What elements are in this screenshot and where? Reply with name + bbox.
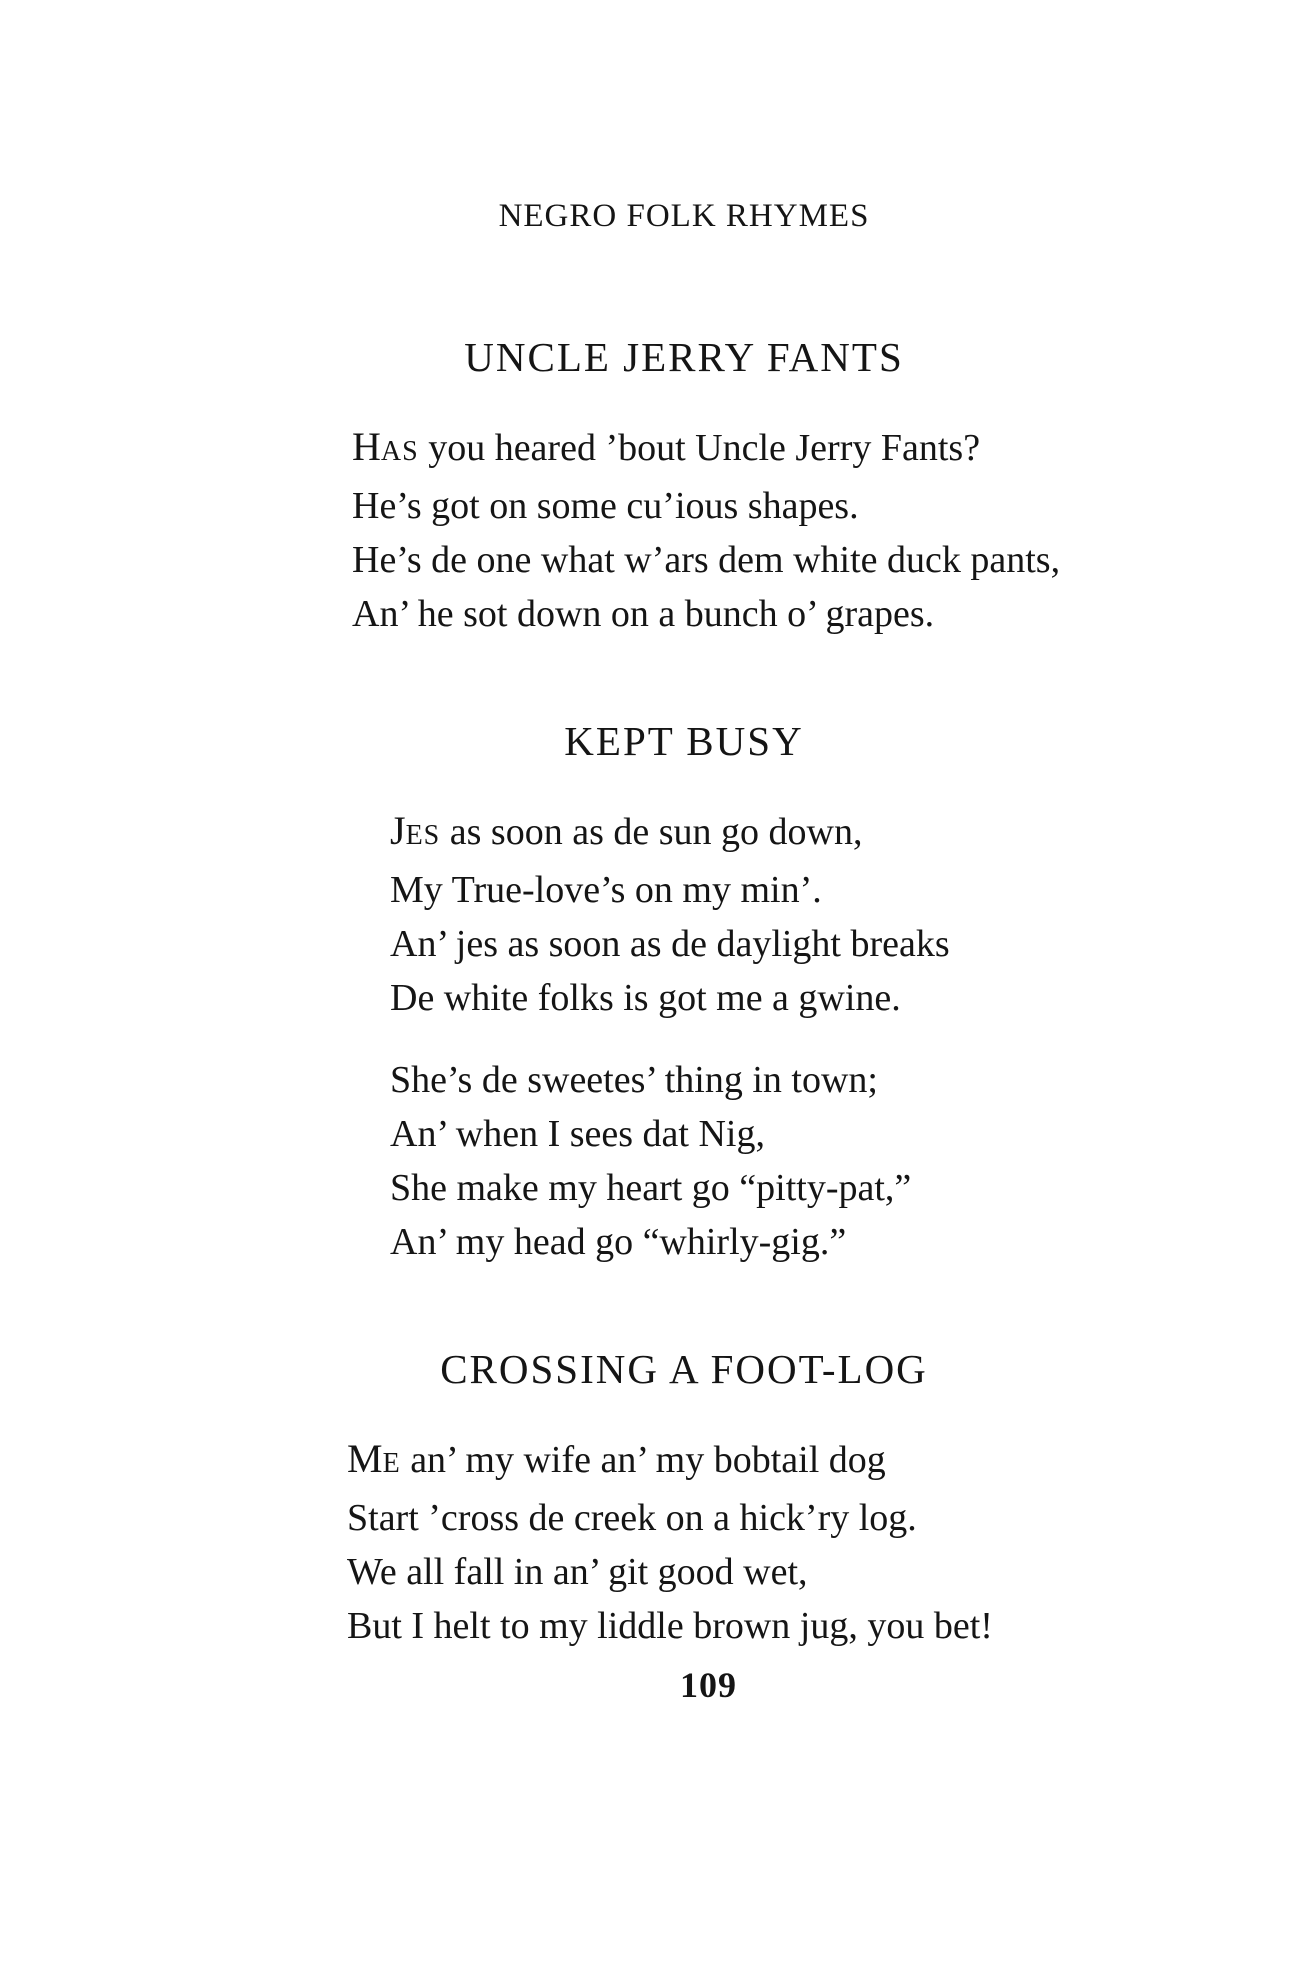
poem-line: An’ my head go “whirly-gig.” xyxy=(390,1221,847,1263)
poem-title: UNCLE JERRY FANTS xyxy=(464,334,904,380)
poem-line: My True-love’s on my min’. xyxy=(390,869,822,911)
poem-line: We all fall in an’ git good wet, xyxy=(347,1551,808,1593)
poem-line: De white folks is got me a gwine. xyxy=(390,977,901,1019)
poem-line: Start ’cross de creek on a hick’ry log. xyxy=(347,1497,917,1539)
poem-line: She’s de sweetes’ thing in town; xyxy=(390,1059,878,1101)
stanza xyxy=(352,420,1060,641)
poem-title: KEPT BUSY xyxy=(564,718,804,764)
poem-line: An’ he sot down on a bunch o’ grapes. xyxy=(352,593,935,635)
poem-line: He’s de one what w’ars dem white duck pants, xyxy=(352,539,1061,581)
poem-line: ME an’ my wife an’ my bobtail dog xyxy=(347,1436,886,1481)
page-number: 109 xyxy=(680,1665,737,1705)
poem-line: An’ jes as soon as de daylight breaks xyxy=(390,923,950,965)
stanza xyxy=(390,1053,911,1269)
poem-line: An’ when I sees dat Nig, xyxy=(390,1113,765,1155)
running-head: NEGRO FOLK RHYMES xyxy=(498,198,870,234)
poem-line: She make my heart go “pitty-pat,” xyxy=(390,1167,912,1209)
poem-line: But I helt to my liddle brown jug, you bet! xyxy=(347,1605,993,1647)
stanza xyxy=(390,804,950,1025)
poem-line: JES as soon as de sun go down, xyxy=(390,808,863,853)
stanza xyxy=(347,1432,993,1653)
poem-line: He’s got on some cu’ious shapes. xyxy=(352,485,859,527)
poem-title: CROSSING A FOOT-LOG xyxy=(440,1346,928,1392)
poem-line: HAS you heared ’bout Uncle Jerry Fants? xyxy=(352,424,981,469)
